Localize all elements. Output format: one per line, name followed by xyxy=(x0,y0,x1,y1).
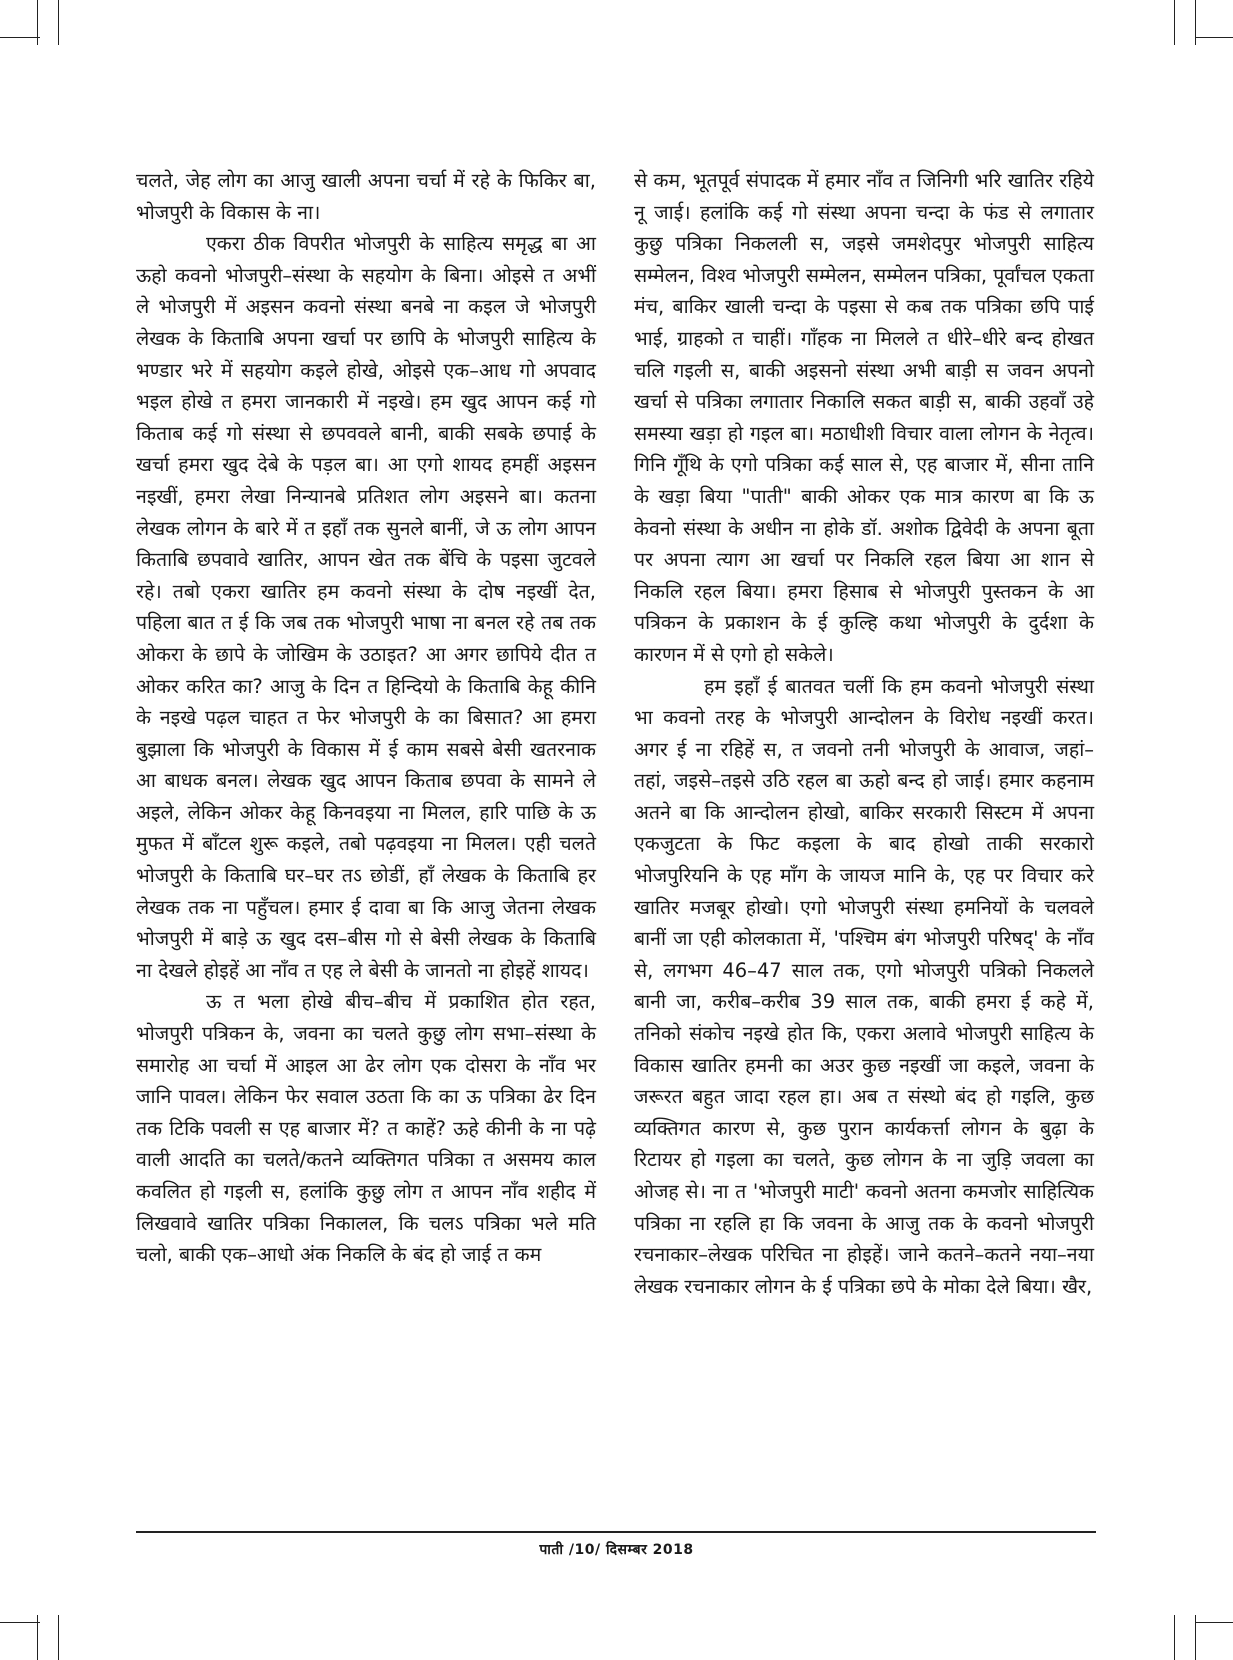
crop-mark xyxy=(58,0,59,45)
paragraph: हम इहाँ ई बातवत चलीं कि हम कवनो भोजपुरी संस्था भा कवनो तरह के भोजपुरी आन्दोलन के विरोध नइखीं करत। अगर ई ना रहिहें स, त जवनो तनी भोजपुरी के आवाज, जहां–तहां, जइसे–तइसे उठि रहल बा ऊहो बन्द हो जाई। हमार कहनाम अतने बा कि आन्दोलन होखो, बाकिर सरकारी सिस्टम में अपना एकजुटता के फिट कइला के बाद होखो ताकी सरकारो भोजपुरियनि के एह माँग के जायज मानि के, एह पर विचार करे खातिर मजबूर होखो। एगो भोजपुरी संस्था हमनियों के चलवले बानीं जा एही कोलकाता में, 'पश्चिम बंग भोजपुरी परिषद्' के नाँव से, लगभग 46–47 साल तक, एगो भोजपुरी पत्रिको निकलले बानी जा, करीब–करीब 39 साल तक, बाकी हमरा ई कहे में, तनिको संकोच नइखे होत कि, एकरा अलावे भोजपुरी साहित्य के विकास खातिर हमनी का अउर कुछ नइखीं जा कइले, जवना के जरूरत बहुत जादा रहल हा। अब त संस्थो बंद हो गइलि, कुछ व्यक्तिगत कारण से, कुछ पुरान कार्यकर्त्ता लोगन के बुढ़ा के रिटायर हो गइला का चलते, कुछ लोगन के ना जुड़ि जवला का ओजह से। ना त 'भोजपुरी माटी' कवनो अतना कमजोर साहित्यिक पत्रिका ना रहलि हा कि जवना के आजु तक के कवनो भोजपुरी रचनाकार–लेखक परिचित ना होइहें। जाने कतने–कतने नया–नया लेखक रचनाकार लोगन के ई पत्रिका छपे के मोका देले बिया। खैर, xyxy=(634,674,1094,1298)
crop-mark xyxy=(58,1615,59,1660)
paragraph: एकरा ठीक विपरीत भोजपुरी के साहित्य समृद्ध बा आ ऊहो कवनो भोजपुरी–संस्था के सहयोग के बिना। ओइसे त अभीं ले भोजपुरी में अइसन कवनो संस्था बनबे ना कइल जे भोजपुरी लेखक के किताबि अपना खर्चा पर छापि के भोजपुरी साहित्य के भण्डार भरे में सहयोग कइले होखे, ओइसे एक–आध गो अपवाद भइल होखे त हमरा जानकारी में नइखे। हम खुद आपन कई गो किताब कई गो संस्था से छपववले बानी, बाकी सबके छपाई के खर्चा हमरा खुद देबे के पड़ल बा। आ एगो शायद हमहीं अइसन नइखीं, हमरा लेखा निन्यानबे प्रतिशत लोग अइसने बा। कतना लेखक लोगन के बारे में त इहाँ तक सुनले बानीं, जे ऊ लोग आपन किताबि छपवावे खातिर, आपन खेत तक बेंचि के पइसा जुटवले रहे। तबो एकरा खातिर हम कवनो संस्था के दोष नइखीं देत, पहिला बात त ई कि जब तक भोजपुरी भाषा ना बनल रहे तब तक ओकरा के छापे के जोखिम के उठाइत? आ अगर छापिये दीत त ओकर करित का? आजु के दिन त हिन्दियो के किताबि केहू कीनि के नइखे पढ़ल चाहत त फेर भोजपुरी के का बिसात? आ हमरा बुझाला कि भोजपुरी के विकास में ई काम सबसे बेसी खतरनाक आ बाधक बनल। लेखक खुद आपन किताब छपवा के सामने ले अइले, लेकिन ओकर केहू किनवइया ना मिलल, हारि पाछि के ऊ मुफत में बाँटल शुरू कइले, तबो पढ़वइया ना मिलल। एही चलते भोजपुरी के किताबि घर–घर तऽ छोडीं, हाँ लेखक के किताबि हर लेखक तक ना पहुँचल। हमार ई दावा बा कि आजु जेतना लेखक भोजपुरी में बाड़े ऊ खुद दस–बीस गो से बेसी लेखक के किताबि ना देखले होइहें आ नाँव त एह ले बेसी के जानतो ना होइहें शायद। xyxy=(136,232,596,982)
crop-mark xyxy=(1195,0,1196,45)
crop-mark xyxy=(1174,0,1175,45)
right-column xyxy=(634,165,1094,1302)
crop-mark xyxy=(1195,1622,1233,1623)
crop-mark xyxy=(1195,37,1233,38)
crop-mark xyxy=(37,0,38,45)
crop-mark xyxy=(0,37,40,38)
page-footer: पाती /10/ दिसम्बर 2018 xyxy=(539,1542,694,1558)
crop-mark xyxy=(1174,1615,1175,1660)
paragraph: से कम, भूतपूर्व संपादक में हमार नाँव त जिनिगी भरि खातिर रहिये नू जाई। हलांकि कई गो संस्था अपना चन्दा के फंड से लगातार कुछु पत्रिका निकलली स, जइसे जमशेदपुर भोजपुरी साहित्य सम्मेलन, विश्व भोजपुरी सम्मेलन, सम्मेलन पत्रिका, पूर्वांचल एकता मंच, बाकिर खाली चन्दा के पइसा से कब तक पत्रिका छपि पाई भाई, ग्राहको त चाहीं। गाँहक ना मिलले त धीरे–धीरे बन्द होखत चलि गइली स, बाकी अइसनो संस्था अभी बाड़ी स जवन अपनो खर्चा से पत्रिका लगातार निकालि सकत बाड़ी स, बाकी उहवाँ उहे समस्या खड़ा हो गइल बा। मठाधीशी विचार वाला लोगन के नेतृत्व। गिनि गूँथि के एगो पत्रिका कई साल से, एह बाजार में, सीना तानि के खड़ा बिया "पाती" बाकी ओकर एक मात्र कारण बा कि ऊ केवनो संस्था के अधीन ना होके डॉ. अशोक द्विवेदी के अपना बूता पर अपना त्याग आ खर्चा पर निकलि रहल बिया आ शान से निकलि रहल बिया। हमरा हिसाब से भोजपुरी पुस्तकन के आ पत्रिकन के प्रकाशन के ई कुल्हि कथा भोजपुरी के दुर्दशा के कारणन में से एगो हो सकेले। xyxy=(634,169,1094,666)
left-column xyxy=(136,165,596,1271)
paragraph: ऊ त भला होखे बीच–बीच में प्रकाशित होत रहत, भोजपुरी पत्रिकन के, जवना का चलते कुछु लोग सभा–संस्था के समारोह आ चर्चा में आइल आ ढेर लोग एक दोसरा के नाँव भर जानि पावल। लेकिन फेर सवाल उठता कि का ऊ पत्रिका ढेर दिन तक टिकि पवली स एह बाजार में? त काहें? ऊहे कीनी के ना पढ़े वाली आदति का चलते/कतने व्यक्तिगत पत्रिका त असमय काल कवलित हो गइली स, हलांकि कुछु लोग त आपन नाँव शहीद में लिखवावे खातिर पत्रिका निकालल, कि चलऽ पत्रिका भले मति चलो, बाकी एक–आधो अंक निकलि के बंद हो जाई त कम xyxy=(136,990,596,1267)
paragraph: चलते, जेह लोग का आजु खाली अपना चर्चा में रहे के फिकिर बा, भोजपुरी के विकास के ना। xyxy=(136,169,596,224)
footer-rule xyxy=(136,1531,1096,1533)
crop-mark xyxy=(0,1622,40,1623)
